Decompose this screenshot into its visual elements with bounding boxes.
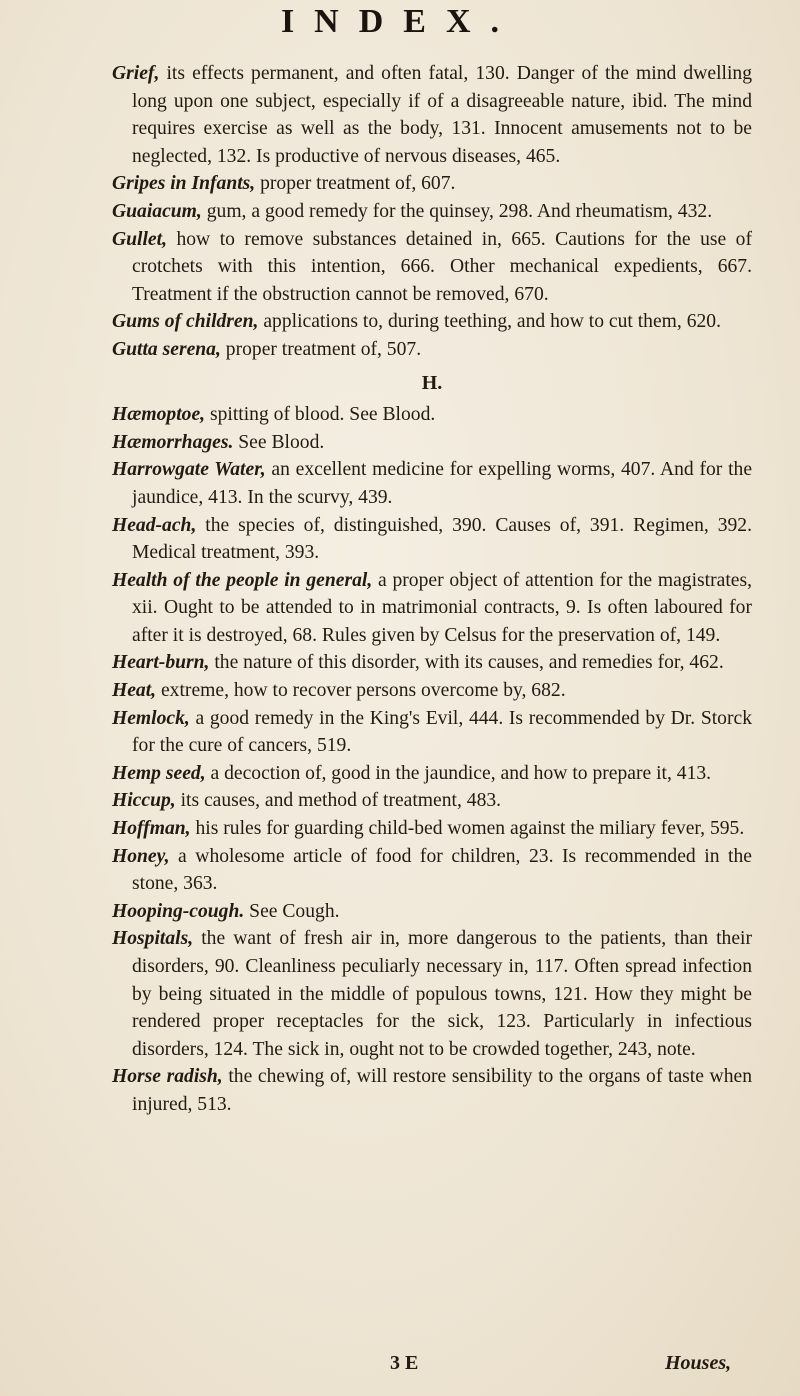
page-header: INDEX. [280,3,520,40]
index-entry [112,787,752,815]
entry-headword: Hemlock, [112,707,190,729]
section-heading-h: H. [421,371,443,394]
catchword: Houses, [665,1352,732,1374]
entry-headword: Hospitals, [112,928,194,950]
index-entry [112,308,752,336]
signature-mark: 3 E [390,1352,419,1374]
entry-text: a good remedy in the King's Evil, 444. Is recommended by Dr. Storck for the cure of cancers, 519. [132,707,752,757]
entry-text: its causes, and method of treatment, 483. [175,790,502,812]
entry-headword: Gullet, [112,228,167,250]
entry-headword: Gums of children, [112,311,259,333]
entry-headword: Hæmorrhages. [112,431,234,453]
g-entries-list [112,60,752,364]
entry-headword: Harrowgate Water, [112,459,266,481]
entry-text: extreme, how to recover persons overcome by, 682. [156,680,566,702]
entry-text: the want of fresh air in, more dangerous to the patients, than their disorders, 90. Cleanliness peculiarly necessary in, 117. Often spread infection by being situated in the middle of populous towns, 121. How they might be rendered proper receptacles for the sick, 123. Particularly in infectious disorders, 124. The sick in, ought not to be crowded together, 243, note. [132,928,752,1060]
index-entry [112,843,752,898]
entry-headword: Horse radish, [112,1066,223,1088]
index-entry [112,401,752,429]
entry-text: spitting of blood. See Blood. [205,404,436,426]
entry-headword: Honey, [112,845,170,867]
index-entry [112,925,752,1063]
entry-text: a proper object of attention for the magistrates, xii. Ought to be attended to in matrimonial contracts, 9. Is often laboured for after it is destroyed, 68. Rules given by Celsus for the preservation of, 149. [132,569,752,646]
entry-text: See Blood. [233,431,325,453]
index-entry [112,170,752,198]
entry-text: the nature of this disorder, with its causes, and remedies for, 462. [209,652,724,674]
entry-headword: Hemp seed, [112,762,206,784]
entry-text: an excellent medicine for expelling worms, 407. And for the jaundice, 413. In the scurvy, 439. [132,459,753,508]
index-entry [112,705,752,760]
entry-text: a wholesome article of food for children, 23. Is recommended in the stone, 363. [132,845,752,895]
index-entry [112,198,752,226]
index-entry [112,456,752,511]
entry-headword: Hæmoptoe, [112,404,206,426]
entry-text: its effects permanent, and often fatal, 130. Danger of the mind dwelling long upon one subject, especially if of a disagreeable nature, ibid. The mind requires exercise as well as the body, 131. Innocent amusements not to be neglected, 132. Is productive of nervous diseases, 465. [132,63,752,167]
entry-text: a decoction of, good in the jaundice, and how to prepare it, 413. [205,762,712,784]
index-entry [112,60,752,170]
entry-text: See Cough. [244,900,340,922]
index-entry [112,1063,752,1118]
index-entry [112,760,752,788]
index-content [112,60,752,1119]
entry-headword: Head-ach, [112,514,197,536]
index-entry [112,677,752,705]
entry-headword: Gripes in Infants, [112,173,256,195]
entry-text: proper treatment of, 607. [255,173,456,195]
entry-headword: Gutta serena, [112,338,221,360]
entry-headword: Heart-burn, [112,652,210,674]
index-entry [112,567,752,650]
entry-headword: Guaiacum, [112,200,202,222]
entry-text: proper treatment of, 507. [220,338,422,360]
entry-headword: Hiccup, [112,790,176,812]
index-entry [112,898,752,926]
entry-headword: Grief, [112,63,160,84]
index-entry [112,226,752,309]
entry-headword: Hoffman, [112,818,191,840]
index-entry [112,336,752,364]
entry-text: gum, a good remedy for the quinsey, 298. And rheumatism, 432. [201,200,713,222]
h-entries-list [112,401,752,1118]
page-footer [0,1352,800,1382]
entry-text: his rules for guarding child-bed women against the miliary fever, 595. [190,818,745,840]
entry-text: how to remove substances detained in, 665. Cautions for the use of crotchets with this intention, 666. Other mechanical expedients, 667. Treatment if the obstruction cannot be removed, 670. [132,228,752,305]
index-entry [112,815,752,843]
entry-text: the chewing of, will restore sensibility to the organs of taste when injured, 513. [132,1066,752,1115]
entry-headword: Health of the people in general, [112,569,373,591]
index-entry [112,429,752,457]
index-entry [112,649,752,677]
entry-headword: Heat, [112,680,157,702]
entry-text: applications to, during teething, and how to cut them, 620. [258,311,721,333]
entry-text: the species of, distinguished, 390. Causes of, 391. Regimen, 392. Medical treatment, 393. [132,514,752,564]
index-entry [112,512,752,567]
entry-headword: Hooping-cough. [112,900,245,922]
